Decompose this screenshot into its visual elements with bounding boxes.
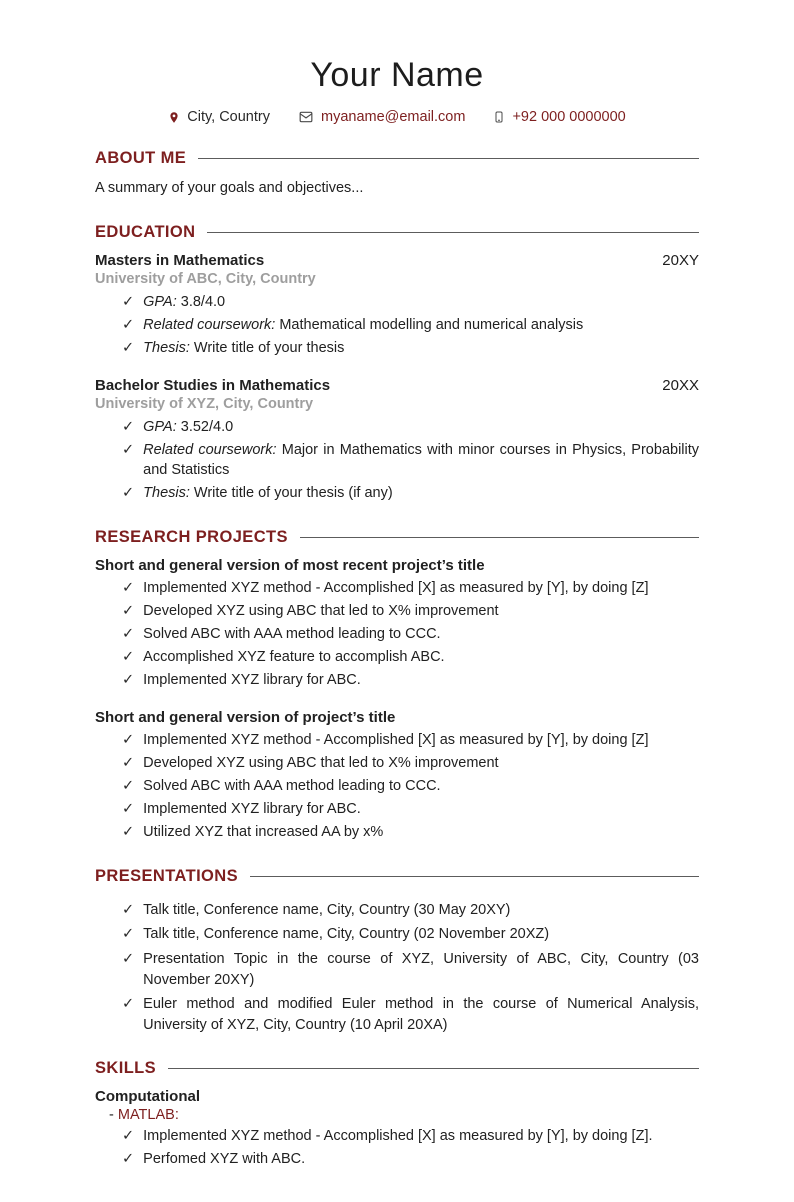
section-header-skills [95, 1059, 699, 1078]
list-item [122, 647, 699, 668]
degree-title: Bachelor Studies in Mathematics [95, 376, 331, 394]
list-item [122, 900, 699, 921]
check-icon: ✓ [122, 824, 135, 841]
bullet-text: 3.8/4.0 [176, 294, 226, 311]
bullet-text: Implemented XYZ method - Accomplished [X] as measured by [Y], by doing [Z] [143, 731, 649, 748]
section-divider-line [198, 158, 699, 159]
check-icon: ✓ [122, 485, 135, 502]
bullet-label: GPA: [143, 294, 177, 311]
check-icon: ✓ [122, 1127, 135, 1144]
list-item [122, 483, 699, 504]
check-icon: ✓ [122, 755, 135, 772]
bullet-text: Developed XYZ using ABC that led to X% improvement [143, 755, 499, 772]
entry-date: 20XY [662, 252, 699, 270]
contact-phone-text: +92 000 0000000 [512, 109, 626, 125]
section-header-research [95, 528, 699, 547]
list-item [122, 338, 699, 359]
bullet-text: Implemented XYZ method - Accomplished [X] as measured by [Y], by doing [Z] [143, 580, 649, 597]
list-item [122, 994, 699, 1035]
check-icon: ✓ [122, 801, 135, 818]
bullet-text: Euler method and modified Euler method in the course of Numerical Analysis, University of XYZ, City, Country (10 April 20XA) [143, 996, 699, 1033]
list-item [122, 624, 699, 645]
contact-email [298, 109, 465, 125]
bullet-label: Related coursework: [143, 317, 276, 334]
section-header-about [95, 149, 699, 168]
bullet-text: Perfomed XYZ with ABC. [143, 1150, 306, 1167]
contact-email-text: myaname@email.com [320, 109, 466, 125]
section-title-presentations: PRESENTATIONS [95, 866, 239, 885]
contact-location [168, 109, 270, 125]
check-icon: ✓ [122, 1150, 135, 1167]
check-icon: ✓ [122, 731, 135, 748]
project-title: Short and general version of project’s title [95, 708, 396, 726]
bullet-label: Thesis: [143, 485, 190, 502]
list-item [122, 417, 699, 438]
education-entry-bachelor [95, 377, 699, 504]
section-divider-line [300, 537, 699, 538]
section-title-research: RESEARCH PROJECTS [95, 528, 288, 547]
check-icon: ✓ [122, 926, 135, 943]
bullet-text: Accomplished XYZ feature to accomplish ABC. [143, 649, 445, 666]
bullet-text: Implemented XYZ library for ABC. [143, 801, 361, 818]
school-name: University of XYZ, City, Country [95, 395, 314, 412]
list-item [122, 670, 699, 691]
education-entry-header [95, 377, 699, 394]
skills-tool: MATLAB: [117, 1107, 179, 1124]
location-pin-icon [168, 110, 180, 125]
section-header-education [95, 223, 699, 242]
check-icon: ✓ [122, 901, 135, 918]
contact-phone [493, 109, 625, 125]
bullet-text: Utilized XYZ that increased AA by x% [143, 824, 384, 841]
bullet-text: Talk title, Conference name, City, Country (30 May 20XY) [143, 901, 511, 918]
list-item [122, 315, 699, 336]
list-item [122, 1149, 699, 1170]
bullet-text: Mathematical modelling and numerical analysis [275, 317, 584, 334]
section-about [95, 149, 699, 199]
entry-date: 20XX [662, 376, 699, 394]
phone-icon [493, 109, 505, 125]
bullet-text: Talk title, Conference name, City, Country (02 November 20XZ) [143, 926, 550, 943]
bullet-text: Implemented XYZ method - Accomplished [X] as measured by [Y], by doing [Z]. [143, 1127, 653, 1144]
dash-bullet: - [109, 1107, 114, 1124]
list-item [122, 578, 699, 599]
education-bullet-list [95, 417, 699, 504]
school-name: University of ABC, City, Country [95, 271, 316, 288]
check-icon: ✓ [122, 580, 135, 597]
section-header-presentations [95, 867, 699, 886]
list-item [122, 776, 699, 797]
list-item [122, 730, 699, 751]
bullet-text: Presentation Topic in the course of XYZ, University of ABC, City, Country (03 November 20XY) [143, 951, 699, 988]
bullet-label: Thesis: [143, 340, 190, 357]
check-icon: ✓ [122, 294, 135, 311]
skills-category: Computational [95, 1088, 200, 1106]
project-entry-1 [95, 557, 699, 691]
section-presentations [95, 867, 699, 1035]
presentations-bullet-list [95, 900, 699, 1035]
section-divider-line [168, 1068, 699, 1069]
education-bullet-list [95, 292, 699, 359]
contact-row [95, 109, 699, 125]
project-title: Short and general version of most recent project’s title [95, 557, 485, 575]
contact-location-text: City, Country [187, 109, 270, 125]
check-icon: ✓ [122, 603, 135, 620]
section-divider-line [207, 232, 699, 233]
list-item [122, 601, 699, 622]
section-divider-line [250, 876, 699, 877]
check-icon: ✓ [122, 649, 135, 666]
bullet-text: 3.52/4.0 [176, 418, 234, 435]
skills-bullet-list [95, 1126, 699, 1170]
project-bullet-list [95, 730, 699, 843]
check-icon: ✓ [122, 317, 135, 334]
list-item [122, 822, 699, 843]
about-summary: A summary of your goals and objectives... [95, 180, 364, 196]
check-icon: ✓ [122, 441, 135, 458]
list-item [122, 1126, 699, 1147]
check-icon: ✓ [122, 672, 135, 689]
check-icon: ✓ [122, 951, 135, 967]
education-entry-header [95, 252, 699, 269]
check-icon: ✓ [122, 340, 135, 357]
section-research-projects [95, 528, 699, 843]
list-item [122, 753, 699, 774]
bullet-text: Solved ABC with AAA method leading to CCC. [143, 626, 441, 643]
degree-title: Masters in Mathematics [95, 252, 265, 270]
section-education [95, 223, 699, 504]
list-item [122, 292, 699, 313]
bullet-label: GPA: [143, 418, 177, 435]
page-title: Your Name [310, 56, 484, 94]
section-title-skills: SKILLS [95, 1059, 157, 1078]
check-icon: ✓ [122, 626, 135, 643]
bullet-text: Implemented XYZ library for ABC. [143, 672, 361, 689]
section-title-about: ABOUT ME [95, 149, 187, 167]
bullet-text: Developed XYZ using ABC that led to X% improvement [143, 603, 499, 620]
project-entry-2 [95, 709, 699, 843]
bullet-text: Major in Mathematics with minor courses in Physics, Probability and Statistics [143, 441, 700, 479]
check-icon: ✓ [122, 996, 135, 1013]
bullet-text: Write title of your thesis (if any) [189, 485, 393, 502]
check-icon: ✓ [122, 778, 135, 795]
project-bullet-list [95, 578, 699, 691]
list-item [122, 799, 699, 820]
skills-tool-line [95, 1107, 699, 1123]
list-item [122, 440, 699, 481]
section-skills [95, 1059, 699, 1169]
section-title-education: EDUCATION [95, 223, 196, 242]
bullet-text: Solved ABC with AAA method leading to CCC. [143, 778, 441, 795]
bullet-text: Write title of your thesis [189, 340, 345, 357]
bullet-label: Related coursework: [143, 441, 277, 458]
list-item [122, 924, 699, 945]
education-entry-masters [95, 252, 699, 359]
list-item [122, 949, 699, 990]
check-icon: ✓ [122, 418, 135, 435]
email-icon [298, 110, 314, 124]
